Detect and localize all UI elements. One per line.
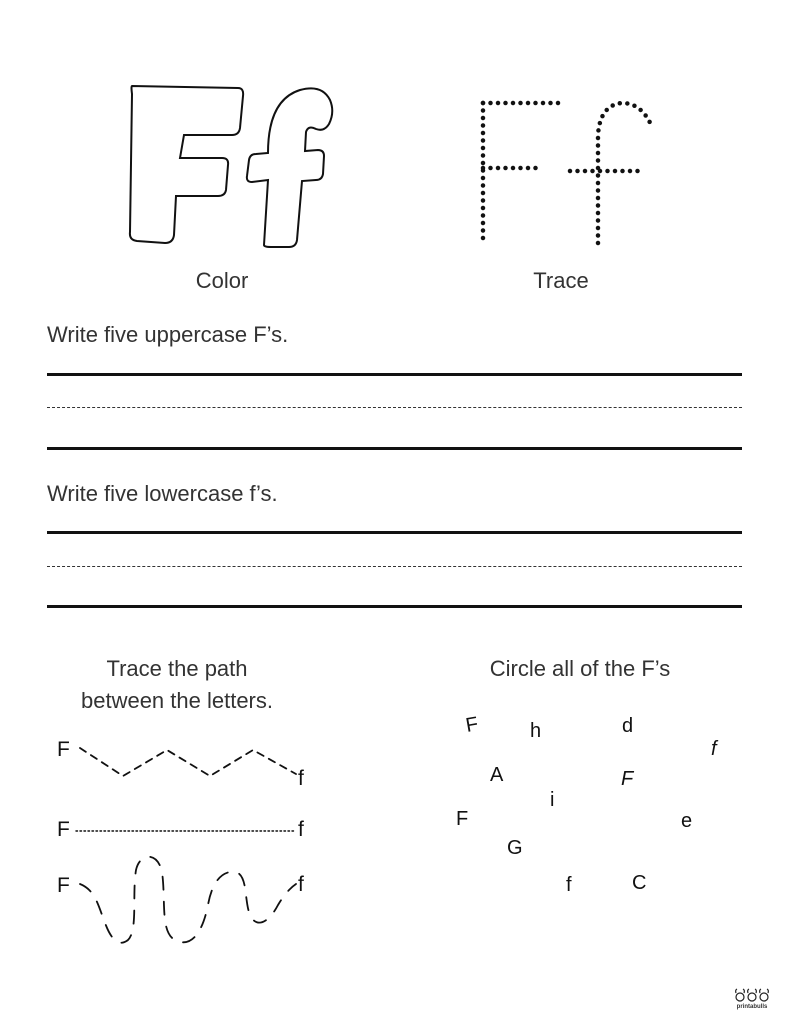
trace-label: Trace	[533, 268, 589, 293]
path2-start-letter: F	[57, 818, 70, 841]
scatter-letter-h: h	[530, 720, 542, 742]
path-title-line2: between the letters.	[80, 688, 273, 713]
path-title-line1: Trace the path	[106, 656, 248, 681]
path2-end-letter: f	[298, 818, 304, 841]
scatter-letter-d: d	[622, 715, 634, 737]
scatter-letter-i: i	[550, 789, 555, 811]
path3-start-letter: F	[57, 874, 70, 897]
color-label: Color	[195, 268, 249, 293]
uppercase-prompt: Write five uppercase F’s.	[47, 322, 289, 347]
path1-end-letter: f	[298, 767, 304, 790]
brand-logo-text: printabulls	[736, 1004, 768, 1010]
brand-logo	[732, 988, 772, 1016]
wavy-path	[80, 857, 296, 943]
scatter-letter-C: C	[632, 872, 647, 894]
bull-icon	[732, 988, 772, 1004]
scatter-letter-e: e	[681, 810, 693, 832]
scatter-letter-f-2: f	[566, 874, 572, 896]
path3-end-letter: f	[298, 873, 304, 896]
scatter-letter-A: A	[490, 764, 504, 786]
zigzag-path	[80, 748, 296, 776]
scatter-letter-G: G	[507, 837, 523, 859]
scatter-letter-f-1: f	[711, 738, 717, 760]
path1-start-letter: F	[57, 738, 70, 761]
circle-title: Circle all of the F’s	[489, 656, 671, 681]
scatter-letter-F-3: F	[456, 808, 469, 830]
scatter-letter-F-1: F	[464, 713, 480, 737]
scatter-letter-F-2: F	[621, 768, 634, 790]
lowercase-prompt: Write five lowercase f’s.	[47, 481, 278, 506]
